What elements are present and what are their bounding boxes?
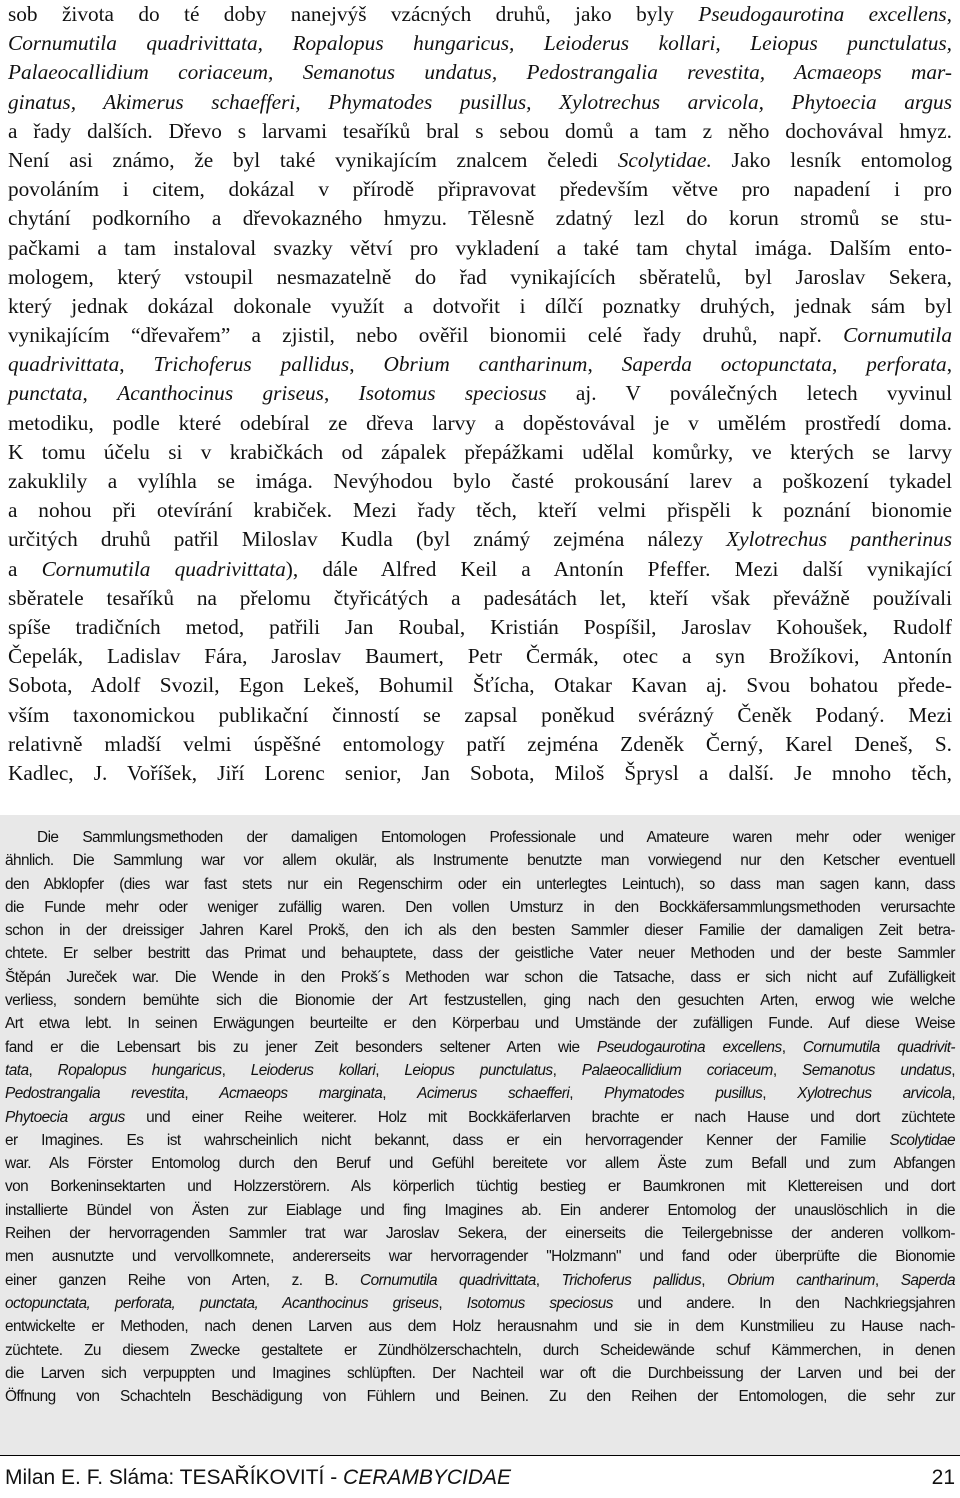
main-text-line — [8, 379, 952, 408]
species-name: quadrivittata — [8, 352, 120, 377]
text-run: relativně mladší velmi úspěšné entomology patří zejména Zdeněk Černý, Karel Deneš, S. — [8, 731, 952, 756]
species-name: Isotomus speciosus — [466, 1294, 613, 1312]
summary-line — [5, 989, 955, 1012]
text-run: mologem, který vstoupil nesmazatelně do řad vynikajících sběratelů, byl Jaroslav Sekera, — [8, 264, 952, 289]
species-name: Leioderus kollari — [250, 1061, 376, 1079]
main-text-line — [8, 204, 952, 233]
summary-line — [5, 1245, 955, 1268]
summary-line — [5, 1385, 955, 1408]
summary-line — [5, 1036, 955, 1059]
summary-line — [5, 1362, 955, 1385]
text-run: Kadlec, J. Voříšek, Jiří Lorenc senior, Jan Sobota, Miloš Šprysl a další. Je mnoho těch, — [8, 760, 952, 785]
main-text-line — [8, 263, 952, 292]
text-run: chytání podkorního a dřevokazného hmyzu. Tělesně zdatný lezl do korun stromů se stu- — [8, 206, 952, 231]
text-run: fand er die Lebensart bis zu jener Zeit besonders seltener Arten wie — [5, 1038, 597, 1056]
text-run: Die Sammlungsmethoden der damaligen Entomologen Professionale und Amateure waren mehr oder weniger — [37, 829, 955, 846]
text-run: und andere. In den Nachkriegsjahren — [612, 1294, 955, 1312]
text-run: Štěpán Jureček war. Die Wende in den Prokš´s Methoden war schon die Tatsache, dass er sich nicht auf Zufälligkeit — [5, 968, 955, 986]
text-run: Není asi známo, že byl také vynikajícím znalcem čeledi — [8, 147, 618, 172]
species-name: Scolytidae — [889, 1131, 955, 1149]
text-run: , — [119, 352, 154, 377]
text-run: , — [951, 1085, 956, 1103]
species-name: Cornumutila quadrivit- — [802, 1038, 955, 1056]
main-text-line — [8, 467, 952, 496]
text-run: züchtete. Zu diesem Zwecke gestaltete er Zündhölzerschachteln, durch Scheidewände schuf Kämmerchen, in denen — [5, 1341, 955, 1359]
summary-line — [5, 1152, 955, 1175]
main-text-line — [8, 409, 952, 438]
text-run: sběratele tesaříků na přelomu čtyřicátých a padesátách let, kteří však převážně používali — [8, 585, 952, 610]
text-run: Čepelák, Ladislav Fára, Jaroslav Baumert, Petr Čermák, otec a syn Brožíkovi, Antonín — [8, 644, 952, 669]
summary-line — [5, 1339, 955, 1362]
species-name: Pseudogaurotina excellens, — [698, 2, 952, 26]
footer-rule — [0, 1455, 960, 1456]
text-run: , — [762, 1085, 798, 1103]
main-text-line — [8, 175, 952, 204]
text-run: , — [772, 1061, 802, 1079]
main-text-line — [8, 438, 952, 467]
text-run: die Funde mehr oder weniger zufällig waren. Den vollen Umsturz in den Bockkäfersammlungsmethoden verursachte — [5, 898, 955, 916]
main-text-body — [8, 0, 952, 788]
text-run: einer ganzen Reihe von Arten, z. B. — [5, 1271, 361, 1289]
species-name: Acanthocinus griseus — [117, 381, 324, 406]
main-text-line — [8, 759, 952, 788]
main-text-line — [8, 292, 952, 321]
species-name: Palaeocallidium coriaceum, Semanotus undatus, Pedostrangalia revestita, Acmaeops mar- — [8, 60, 952, 85]
text-run: vším taxonomickou publikační činností se zapsal poněkud svérázný Čeněk Podaný. Mezi — [8, 702, 952, 727]
main-text-line — [8, 58, 952, 87]
main-text-line — [8, 350, 952, 379]
summary-line — [5, 1222, 955, 1245]
main-text-line — [8, 0, 952, 29]
species-name: Phytoecia argus — [5, 1108, 125, 1126]
species-name: Pseudogaurotina excellens — [596, 1038, 782, 1056]
text-run: a řady dalších. Dřevo s larvami tesaříků bral s sebou domů a tam z něho dochovával hmyz. — [8, 118, 952, 143]
main-text-line — [8, 701, 952, 730]
summary-line — [5, 826, 955, 849]
text-run: K tomu účelu si v krabičkách od zápalek přepážkami udělal komůrky, ve kterých se larvy — [8, 439, 952, 464]
species-name: Pedostrangalia revestita — [5, 1085, 185, 1103]
species-name: punctata — [8, 381, 83, 406]
main-text-line — [8, 525, 952, 554]
main-text-line — [8, 88, 952, 117]
summary-line — [5, 1012, 955, 1035]
text-run: určitých druhů patřil Miloslav Kudla (byl známý zejména nálezy — [8, 527, 727, 552]
species-name: Cornumutila quadrivittata, Ropalopus hungaricus, Leioderus kollari, Leiopus punctulatus, — [8, 31, 952, 56]
main-text-line — [8, 29, 952, 58]
species-name: Trichoferus pallidus — [153, 352, 350, 377]
summary-line — [5, 966, 955, 989]
text-run: , — [552, 1061, 582, 1079]
text-run: zakuklily a vylíhla se imága. Nevýhodou bylo časté prokousání larev a poškození tykadel — [8, 469, 952, 493]
text-run: war. Als Förster Entomolog durch den Beruf und Gefühl bereitete vor allem Äste zum Befall und zum Abfangen — [5, 1155, 955, 1173]
main-text-line — [8, 730, 952, 759]
summary-line — [5, 942, 955, 965]
summary-line — [5, 1269, 955, 1292]
species-name: Acimerus schaefferi — [417, 1085, 570, 1103]
text-run: , — [946, 352, 953, 377]
species-name: Saperda octopunctata — [621, 352, 832, 377]
text-run: , — [375, 1061, 405, 1079]
main-text-line — [8, 584, 952, 613]
text-run: , — [781, 1038, 803, 1056]
text-run: , — [951, 1061, 956, 1079]
text-run: schon in der dreissiger Jahren Karel Prokš, den ich als den besten Sammler dieser Familie der damaligen Zeit betra- — [5, 922, 955, 940]
main-text-line — [8, 321, 952, 350]
page-number: 21 — [931, 1466, 955, 1489]
summary-line — [5, 1059, 955, 1082]
species-name: Palaeocallidium coriaceum — [581, 1061, 773, 1079]
main-text-line — [8, 496, 952, 525]
text-run: Reihen der hervorragenden Sammler trat war Jaroslav Sekera, der einerseits die Teilergebnisse der anderen vollkom- — [5, 1225, 955, 1243]
summary-line — [5, 1199, 955, 1222]
text-run: , — [349, 352, 384, 377]
species-name: Cornumutila quadrivittata — [360, 1271, 536, 1289]
text-run: entwickelte er Methoden, nach denen Larven aus dem Holz herausnahm und sie in dem Kunstmilieu zu Hause nach- — [5, 1318, 955, 1336]
summary-line — [5, 849, 955, 872]
species-name: Leiopus punctulatus — [404, 1061, 553, 1079]
text-run: aj. V poválečných letech vyvinul — [546, 381, 952, 406]
text-run: , — [569, 1085, 605, 1103]
text-run: Öffnung von Schachteln Beschädigung von Fühlern und Beinen. Zu den Reihen der Entomologen, die sehr zur — [5, 1388, 955, 1406]
text-run: von Borkeninsektarten und Holzzerstörern. Als körperlich tüchtig bestieg er Baumkronen mit Klettereisen und dort — [5, 1178, 955, 1196]
page-footer — [5, 1460, 955, 1494]
text-run: installierte Bündel von Ästen zur Eiablage und fing Imagines ab. Ein anderer Entomolog der unauslöschlich in die — [5, 1201, 955, 1219]
text-run: die Larven sich verpuppten und Imagines schlüpften. Der Nachteil war oft die Durchbeissung der Larven und bei der — [5, 1364, 955, 1382]
species-name: Ropalopus hungaricus — [57, 1061, 222, 1079]
summary-line — [5, 1315, 955, 1338]
summary-line — [5, 1292, 955, 1315]
text-run: , — [82, 381, 118, 406]
text-run: , — [701, 1271, 728, 1289]
text-run: Sobota, Adolf Svozil, Egon Lekeš, Bohumil Šťícha, Otakar Kavan aj. Svou bohatou přede- — [8, 673, 952, 698]
species-name: Xylotrechus arvicola — [797, 1085, 952, 1103]
text-run: Art etwa lebt. In seinen Erwägungen beurteilte er den Körperbau und Umstände der zufälligen Funde. Auf diese Weise — [5, 1015, 955, 1033]
species-name: Semanotus undatus — [802, 1061, 952, 1079]
species-name: Trichoferus pallidus — [561, 1271, 702, 1289]
german-summary — [5, 826, 955, 1408]
text-run: , — [28, 1061, 58, 1079]
main-text-line — [8, 642, 952, 671]
text-run: er Imagines. Es ist wahrscheinlich nicht bekannt, dass er ein hervorragender Kenner der Familie — [5, 1131, 890, 1149]
species-name: Phymatodes pusillus — [604, 1085, 763, 1103]
text-run: , — [831, 352, 867, 377]
summary-line — [5, 919, 955, 942]
text-run: , — [438, 1294, 467, 1312]
footer-author: Milan E. F. Sláma: TESAŘÍKOVITÍ - — [5, 1466, 344, 1489]
species-name: Obrium cantharinum — [727, 1271, 875, 1289]
main-text-line — [8, 671, 952, 700]
main-text-line — [8, 234, 952, 263]
species-name: ginatus, Akimerus schaefferi, Phymatodes pusillus, Xylotrechus arvicola, Phytoecia argus — [8, 89, 952, 114]
species-name: Xylotrechus pantherinus — [726, 527, 952, 552]
summary-line — [5, 1106, 955, 1129]
species-name: octopunctata, perforata, punctata, Acanthocinus griseus — [5, 1294, 439, 1312]
text-run: men ausnutzte und vervollkomnete, andererseits war hervorragender "Holzmann" und fand oder überprüfte die Bionomie — [5, 1248, 955, 1266]
summary-line — [5, 1082, 955, 1105]
species-name: perforata — [866, 352, 947, 377]
species-name: Cornumutila quadrivittata — [41, 556, 286, 581]
text-run: povoláním i citem, dokázal v přírodě připravovat především větve pro napadení i pro — [8, 177, 952, 202]
text-run: Jako lesník entomolog — [711, 147, 952, 172]
text-run: spíše tradičních metod, patřili Jan Roubal, Kristián Pospíšil, Jaroslav Kohoušek, Rudolf — [8, 614, 952, 639]
text-run: a nohou při otevírání krabiček. Mezi řady těch, kteří velmi přispěli k poznání bionomie — [8, 498, 952, 523]
summary-line — [5, 1129, 955, 1152]
text-run: a — [8, 556, 42, 581]
text-run: , — [184, 1085, 220, 1103]
main-text-line — [8, 117, 952, 146]
species-name: Obrium cantharinum — [383, 352, 588, 377]
main-text-line — [8, 613, 952, 642]
species-name: Saperda — [900, 1271, 956, 1289]
text-run: , — [874, 1271, 901, 1289]
text-run: metodiku, podle které odebíral ze dřeva larvy a dopěstovával je v umělém prostředí doma. — [8, 410, 952, 435]
summary-line — [5, 873, 955, 896]
text-run: sob života do té doby nanejvýš vzácných druhů, jako byly — [8, 2, 699, 26]
species-name: Cornumutila — [843, 323, 952, 348]
footer-citation — [5, 1466, 511, 1490]
text-run: chtete. Er selber bestritt das Primat und behauptete, dass der geistliche Vater neuer Methoden und der beste Sammler — [5, 945, 955, 963]
text-run: vynikajícím “dřevařem” a zjistil, nebo ověřil bionomii celé řady druhů, např. — [8, 323, 844, 348]
main-text-line — [8, 146, 952, 175]
text-run: den Abklopfer (dies war fast stets nur ein Regenschirm oder ein unterlegtes Leintuch), so dass man sagen kann, dass — [5, 875, 955, 893]
text-run: , — [535, 1271, 562, 1289]
species-name: tata — [5, 1061, 29, 1079]
text-run: , — [587, 352, 622, 377]
text-run: verliess, sondern bemühte sich die Bionomie der Art festzustellen, ging nach den gesuchten Arten, erwog wie welche — [5, 992, 955, 1010]
footer-family: CERAMBYCIDAE — [343, 1466, 512, 1489]
main-text-line — [8, 555, 952, 584]
text-run: , — [382, 1085, 418, 1103]
species-name: Scolytidae. — [617, 147, 712, 172]
text-run: ), dále Alfred Keil a Antonín Pfeffer. Mezi další vynikající — [285, 556, 952, 581]
summary-line — [5, 1175, 955, 1198]
text-run: , — [323, 381, 359, 406]
text-run: und einer Reihe weiterer. Holz mit Bockkäferlarven brachte er nach Hause und dort züchtete — [124, 1108, 955, 1126]
text-run: , — [221, 1061, 251, 1079]
species-name: Acmaeops marginata — [219, 1085, 383, 1103]
text-run: který jednak dokázal dokonale využít a dotvořit i dílčí poznatky druhých, jednak sám byl — [8, 293, 952, 318]
text-run: pačkami a tam instaloval svazky větví pro vykladení a také tam chytal imága. Dalším ento- — [8, 235, 952, 260]
summary-line — [5, 896, 955, 919]
species-name: Isotomus speciosus — [358, 381, 547, 406]
text-run: ähnlich. Die Sammlung war vor allem okulär, als Instrumente benutzte man vorwiegend nur den Ketscher eventuell — [5, 852, 955, 870]
